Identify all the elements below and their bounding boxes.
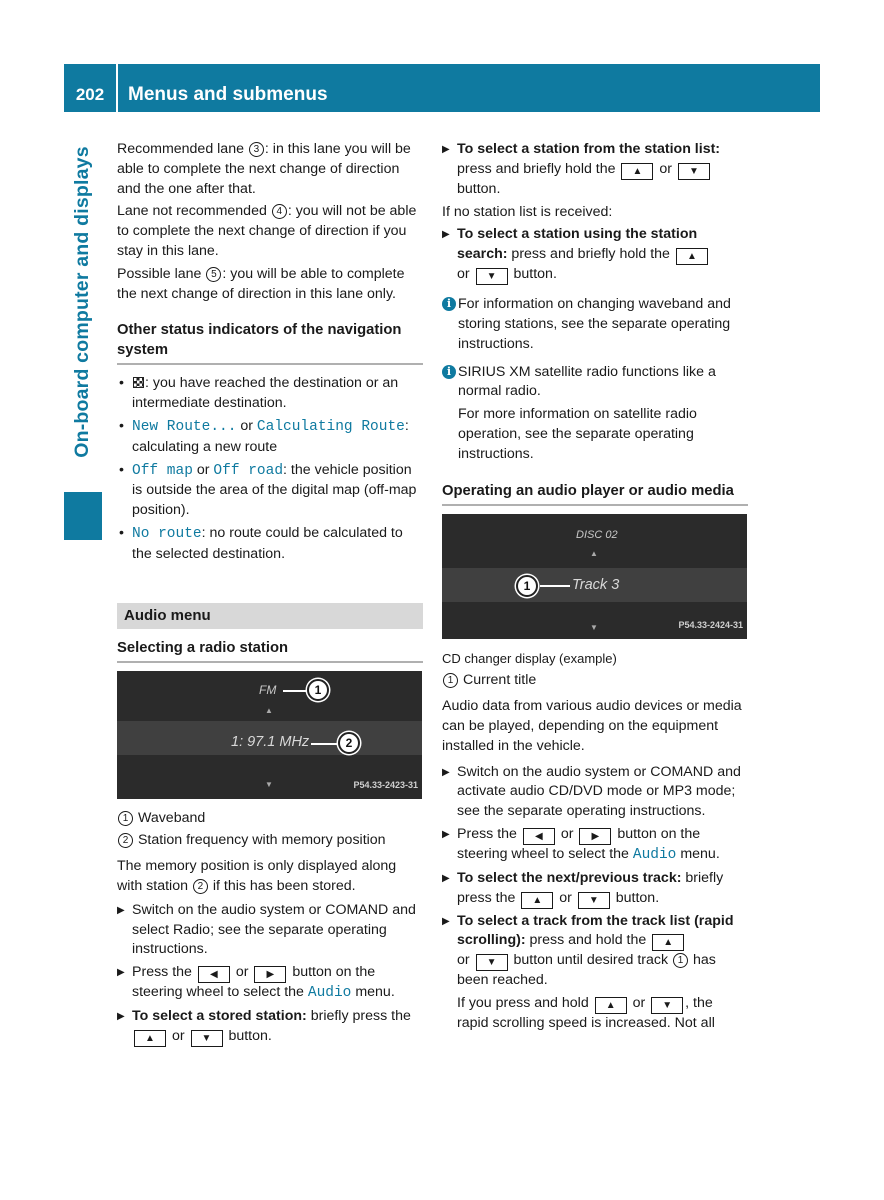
legend-item: 2 Station frequency with memory position bbox=[117, 831, 423, 851]
list-item: ▶ To select a track from the track list (rapid scrolling): press and hold the ▲ or ▼ button until desired track 1 has been reached. bbox=[442, 912, 748, 992]
callout-1: 1 bbox=[516, 575, 538, 597]
no-list-text: If no station list is received: bbox=[442, 203, 613, 220]
waveband-label: FM bbox=[259, 682, 277, 697]
audio-menu-band: Audio menu bbox=[117, 603, 423, 629]
lane-not-recommended: Lane not recommended 4 : you will not be able to complete the next change of direction if you stay in this lane. bbox=[117, 203, 417, 259]
list-item: ▶ Press the ◀ or ▶ button on the steering wheel to select the Audio menu. bbox=[442, 825, 748, 866]
audio-actions bbox=[442, 763, 748, 992]
list-item: ▶ To select a stored station: briefly press the ▲ or ▼ button. bbox=[117, 1007, 423, 1047]
info-note: i For information on changing waveband and storing stations, see the separate operating instructions. bbox=[442, 295, 748, 354]
rapid-scroll-text: If you press and hold ▲ or ▼ , the rapid scrolling speed is increased. Not all bbox=[457, 995, 715, 1032]
side-tab bbox=[64, 112, 102, 540]
list-item: ▶ Switch on the audio system or COMAND and select Radio; see the separate operating instructions. bbox=[117, 901, 423, 960]
up-key-icon: ▲ bbox=[652, 934, 684, 951]
callout-1: 1 bbox=[307, 679, 329, 701]
image-reference: P54.33-2423-31 bbox=[353, 779, 418, 790]
page-title: Menus and submenus bbox=[128, 84, 328, 105]
list-item: • : you have reached the destination or an intermediate destination. bbox=[117, 374, 423, 414]
info-note-extra: For more information on satellite radio operation, see the separate operating instructions. bbox=[458, 406, 697, 462]
memory-note: The memory position is only displayed along with station 2 if this has been stored. bbox=[117, 858, 397, 894]
down-key-icon: ▼ bbox=[476, 268, 508, 285]
list-item: ▶ To select the next/previous track: briefly press the ▲ or ▼ button. bbox=[442, 869, 748, 909]
cd-display-image bbox=[442, 514, 747, 639]
up-key-icon: ▲ bbox=[595, 997, 627, 1014]
right-key-icon: ▶ bbox=[579, 828, 611, 845]
left-key-icon: ◀ bbox=[198, 966, 230, 983]
arrow-up-icon: ▲ bbox=[590, 548, 598, 558]
side-tab-marker bbox=[64, 492, 102, 540]
info-icon: i bbox=[442, 297, 456, 311]
up-key-icon: ▲ bbox=[621, 163, 653, 180]
list-item: ▶ To select a station using the station search: press and briefly hold the ▲ or ▼ button. bbox=[442, 225, 748, 285]
header-divider bbox=[116, 64, 118, 112]
flag-icon bbox=[133, 377, 144, 388]
up-key-icon: ▲ bbox=[521, 892, 553, 909]
list-item: ▶ To select a station from the station list: press and briefly hold the ▲ or ▼ button. bbox=[442, 140, 748, 200]
callout-2: 2 bbox=[338, 732, 360, 754]
disc-label: DISC 02 bbox=[576, 528, 618, 541]
left-column bbox=[117, 140, 423, 1050]
cd-caption: CD changer display (example) bbox=[442, 650, 617, 666]
arrow-down-icon: ▼ bbox=[265, 779, 273, 789]
down-key-icon: ▼ bbox=[678, 163, 710, 180]
audio-data-text: Audio data from various audio devices or media can be played, depending on the equipment installed in the vehicle. bbox=[442, 698, 742, 754]
arrow-up-icon: ▲ bbox=[265, 705, 273, 715]
left-key-icon: ◀ bbox=[523, 828, 555, 845]
down-key-icon: ▼ bbox=[578, 892, 610, 909]
status-heading: Other status indicators of the navigation system bbox=[117, 320, 423, 365]
info-icon: i bbox=[442, 365, 456, 379]
lane-possible: Possible lane 5 : you will be able to complete the next change of direction in this lane only. bbox=[117, 265, 405, 302]
side-tab-label-box bbox=[64, 112, 102, 492]
radio-actions bbox=[117, 901, 423, 1047]
station-list-actions bbox=[442, 140, 748, 200]
frequency-label: 1: 97.1 MHz bbox=[231, 733, 310, 750]
list-item: • New Route... or Calculating Route: calculating a new route bbox=[117, 417, 423, 458]
callout-5: 5 bbox=[206, 267, 221, 282]
callout-4: 4 bbox=[272, 204, 287, 219]
down-key-icon: ▼ bbox=[191, 1030, 223, 1047]
callout-3: 3 bbox=[249, 142, 264, 157]
info-note: i SIRIUS XM satellite radio functions like a normal radio. bbox=[442, 363, 748, 403]
list-item: • Off map or Off road: the vehicle position is outside the area of the digital map (off-map position). bbox=[117, 461, 423, 521]
arrow-down-icon: ▼ bbox=[590, 622, 598, 632]
side-tab-label: On-board computer and displays bbox=[71, 146, 94, 458]
list-item: ▶ Press the ◀ or ▶ button on the steering wheel to select the Audio menu. bbox=[117, 963, 423, 1004]
lane-recommended: Recommended lane 3 : in this lane you will be able to complete the next change of direction and the one after that. bbox=[117, 141, 411, 197]
list-item: • No route: no route could be calculated to the selected destination. bbox=[117, 524, 423, 565]
down-key-icon: ▼ bbox=[651, 997, 683, 1014]
radio-heading: Selecting a radio station bbox=[117, 638, 423, 663]
page-number: 202 bbox=[75, 85, 105, 104]
track-label: Track 3 bbox=[572, 576, 620, 593]
status-list bbox=[117, 374, 423, 564]
station-search-actions bbox=[442, 225, 748, 285]
list-item: ▶ Switch on the audio system or COMAND and activate audio CD/DVD mode or MP3 mode; see the separate operating instructions. bbox=[442, 763, 748, 822]
right-column bbox=[442, 140, 748, 1037]
legend-item: 1 Current title bbox=[442, 671, 748, 691]
right-key-icon: ▶ bbox=[254, 966, 286, 983]
down-key-icon: ▼ bbox=[476, 954, 508, 971]
legend-item: 1 Waveband bbox=[117, 809, 423, 829]
player-heading: Operating an audio player or audio media bbox=[442, 481, 748, 506]
header-bar bbox=[64, 64, 820, 112]
radio-display-image bbox=[117, 671, 422, 799]
up-key-icon: ▲ bbox=[134, 1030, 166, 1047]
image-reference: P54.33-2424-31 bbox=[678, 619, 743, 630]
up-key-icon: ▲ bbox=[676, 248, 708, 265]
